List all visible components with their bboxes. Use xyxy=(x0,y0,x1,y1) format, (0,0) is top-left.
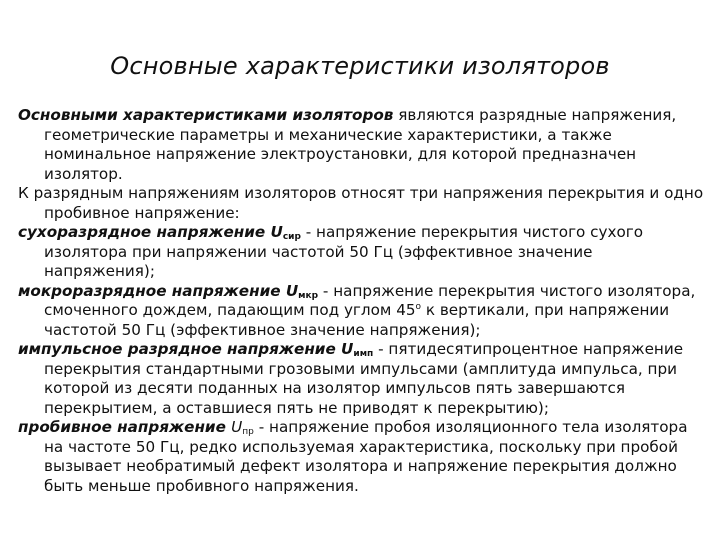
term-impulse-discharge: импульсное разрядное напряжение xyxy=(18,340,342,358)
paragraph-breakdown xyxy=(18,418,704,496)
voltage-subscript: мкр xyxy=(298,290,319,301)
paragraph-main-characteristics xyxy=(18,106,704,184)
voltage-subscript: пр xyxy=(242,427,254,437)
term-breakdown: пробивное напряжение xyxy=(18,418,232,436)
slide-body xyxy=(18,106,704,496)
paragraph-wet-discharge xyxy=(18,282,704,341)
voltage-subscript: сир xyxy=(282,232,301,242)
paragraph-dry-discharge xyxy=(18,223,704,282)
paragraph-discharge-voltages xyxy=(18,184,704,223)
slide-title: Основные характеристики изоляторов xyxy=(110,52,610,80)
voltage-symbol: U xyxy=(231,418,243,436)
voltage-symbol: U xyxy=(341,340,354,358)
paragraph-text: являются разрядные напряжения, геометрические параметры и механические характеристики, а также номинальное напряжение электроустановки, для которой предназначен изолятор. xyxy=(44,106,677,183)
paragraph-text: - напряжение перекрытия чистого изолятора, смоченного дождем, падающим под углом 45 xyxy=(44,281,696,319)
term-main-characteristics: Основными характеристиками изоляторов xyxy=(18,106,394,124)
paragraph-text: К разрядным напряжениям изоляторов относят три напряжения перекрытия и одно пробивное напряжение: xyxy=(18,184,704,222)
paragraph-text: к вертикали, при напряжении частотой 50 Гц (эффективное значение напряжения); xyxy=(44,301,670,339)
paragraph-text: - напряжение пробоя изоляционного тела изолятора на частоте 50 Гц, редко используемая характеристика, поскольку при пробой вызывает необратимый дефект изолятора и напряжение перекрытия должно быть меньше пробивного напряжения. xyxy=(44,418,688,495)
paragraph-text: - пятидесятипроцентное напряжение перекрытия стандартными грозовыми импульсами (амплитуда импульса, при которой из десяти поданных на изолятор импульсов пять завершаются перекрытием, а оставшиеся пять не приводят к перекрытию); xyxy=(44,340,684,417)
voltage-symbol: U xyxy=(285,281,299,300)
voltage-subscript: имп xyxy=(353,349,374,359)
term-wet-discharge: мокроразрядное напряжение xyxy=(18,281,286,300)
degree-superscript: о xyxy=(415,302,422,312)
voltage-symbol: U xyxy=(270,223,283,241)
paragraph-impulse-discharge xyxy=(18,340,704,418)
paragraph-text: - напряжение перекрытия чистого сухого изолятора при напряжении частотой 50 Гц (эффективное значение напряжения); xyxy=(44,223,644,280)
term-dry-discharge: сухоразрядное напряжение xyxy=(18,223,271,241)
